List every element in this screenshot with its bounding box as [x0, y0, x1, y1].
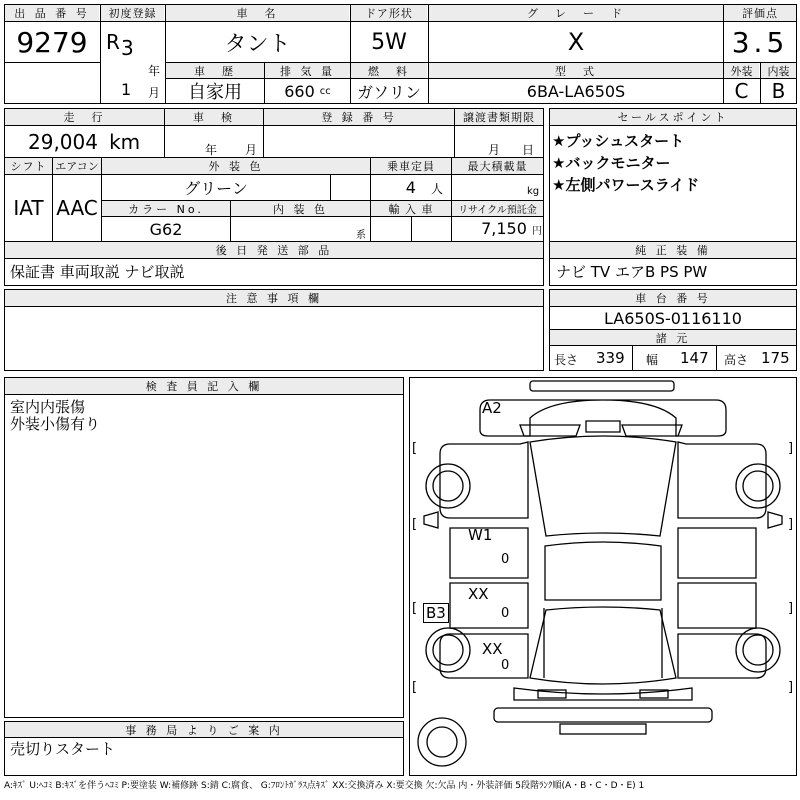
- sales-points-header: セールスポイント: [550, 109, 796, 125]
- later-items-header: 後 日 発 送 部 品: [5, 242, 543, 258]
- aircon: AAC: [56, 196, 98, 220]
- transfer-docs-header: 譲渡書類期限: [455, 109, 543, 125]
- transfer-month-unit: 月: [488, 143, 501, 157]
- month-unit: 月: [148, 86, 161, 100]
- exterior-grade: C: [734, 79, 749, 103]
- map-zero-1: 0: [501, 552, 510, 567]
- width: 147: [680, 349, 709, 367]
- office-note: 売切りスタート: [10, 740, 116, 758]
- history: 自家用: [188, 82, 242, 103]
- model-code: 6BA-LA650S: [526, 81, 626, 101]
- inspection-month-unit: 月: [245, 143, 258, 157]
- mileage-unit: km: [109, 130, 141, 154]
- first-registration-header: 初度登録: [101, 5, 164, 21]
- mileage-value: 29,004: [28, 130, 98, 154]
- recycle-header: リサイクル預託金: [452, 201, 543, 216]
- sales-point-3: ★左側パワースライド: [552, 176, 700, 194]
- width-label: 幅: [646, 353, 659, 367]
- damage-mark-hood: A2: [482, 399, 502, 417]
- mileage: [28, 130, 140, 154]
- map-bracket-r1: ]: [788, 441, 794, 456]
- displacement-value: 660: [284, 81, 315, 101]
- capacity-value: 4: [405, 178, 416, 197]
- first-registration-year: 3: [121, 36, 134, 60]
- lot-number: 9279: [16, 25, 88, 59]
- inspector-note-2: 外装小傷有り: [10, 415, 101, 433]
- inspection-year-unit: 年: [205, 143, 218, 157]
- length-label: 長さ: [554, 353, 579, 367]
- interior-color-unit: 系: [356, 230, 366, 241]
- interior-grade: B: [771, 79, 786, 103]
- notes-header: 注 意 事 項 欄: [5, 290, 543, 306]
- damage-mark-front-left-door: W1: [468, 526, 493, 544]
- map-bracket-l2: [: [412, 517, 418, 532]
- sales-point-2: ★バックモニター: [552, 154, 671, 172]
- recycle-value: 7,150: [481, 219, 527, 238]
- map-bracket-l3: [: [412, 601, 418, 616]
- later-items: 保証書 車両取説 ナビ取説: [10, 263, 185, 281]
- chassis-header: 車 台 番 号: [550, 290, 796, 306]
- capacity-header: 乗車定員: [371, 158, 451, 174]
- map-bracket-r3: ]: [788, 601, 794, 616]
- chassis-number: LA650S-0116110: [604, 308, 742, 328]
- height: 175: [761, 349, 790, 367]
- first-registration-era: R: [106, 30, 120, 54]
- exterior-color-header: 外 装 色: [102, 158, 370, 174]
- lot-number-header: 出 品 番 号: [5, 5, 99, 21]
- displacement: [265, 79, 350, 103]
- recycle-unit: 円: [532, 226, 542, 237]
- map-bracket-r4: ]: [788, 680, 794, 695]
- damage-mark-left-sill: B3: [423, 603, 449, 623]
- grade-header: グ レ ー ド: [429, 5, 723, 21]
- displacement-unit: cc: [319, 85, 331, 97]
- damage-legend: A:ｷｽﾞ U:ﾍｺﾐ B:ｷｽﾞを伴うﾍｺﾐ P:要塗装 W:補修跡 S:錆 C:腐食、 G:ﾌﾛﾝﾄｶﾞﾗｽ点ｷｽﾞ XX:交換済み X:要交換 欠:欠品 内・外装評価 5段階ﾗﾝｸ順(A・B・C・D・E) 1: [4, 781, 645, 791]
- inspector-header: 検 査 員 記 入 欄: [5, 378, 403, 394]
- model-code-header: 型 式: [429, 63, 723, 78]
- score: 3.5: [731, 25, 789, 59]
- interior-grade-header: 内装: [761, 63, 796, 78]
- first-registration-month: 1: [121, 80, 132, 99]
- exterior-grade-header: 外装: [724, 63, 759, 78]
- height-label: 高さ: [724, 353, 749, 367]
- map-bracket-l1: [: [412, 441, 418, 456]
- import-header: 輸 入 車: [371, 201, 451, 216]
- inspector-note-1: 室内内張傷: [10, 398, 86, 416]
- car-diagram: [410, 378, 796, 775]
- door-header: ドア形状: [351, 5, 427, 21]
- sales-point-1: ★プッシュスタート: [552, 132, 685, 150]
- recycle-deposit: [452, 219, 542, 238]
- interior-color-header: 内 装 色: [231, 201, 370, 216]
- map-bracket-r2: ]: [788, 517, 794, 532]
- fuel-header: 燃 料: [351, 63, 427, 78]
- exterior-color: グリーン: [184, 178, 248, 198]
- aircon-header: エアコン: [53, 158, 101, 174]
- damage-map: [409, 377, 797, 776]
- max-load-header: 最大積載量: [452, 158, 543, 174]
- map-zero-3: 0: [501, 658, 510, 673]
- specs-header: 諸 元: [550, 330, 796, 345]
- score-header: 評価点: [724, 5, 796, 21]
- mileage-header: 走 行: [5, 109, 164, 125]
- map-bracket-l4: [: [412, 680, 418, 695]
- door-type: 5W: [371, 29, 407, 55]
- car-name-header: 車 名: [166, 5, 349, 21]
- capacity: [371, 178, 451, 197]
- inspection-header: 車 検: [165, 109, 263, 125]
- grade: X: [567, 28, 585, 56]
- color-no: G62: [149, 219, 183, 239]
- capacity-unit: 人: [430, 182, 443, 196]
- shift-header: シフト: [5, 158, 52, 174]
- genuine-equipment-header: 純 正 装 備: [550, 242, 796, 258]
- office-header: 事 務 局 よ り ご 案 内: [5, 722, 403, 737]
- map-zero-2: 0: [501, 606, 510, 621]
- damage-mark-rear-quarter: XX: [482, 640, 503, 658]
- color-no-header: カラー No.: [102, 201, 230, 216]
- damage-mark-rear-left-door: XX: [468, 585, 489, 603]
- max-load-unit: kg: [527, 186, 540, 197]
- year-unit: 年: [148, 64, 161, 78]
- displacement-header: 排 気 量: [265, 63, 350, 78]
- history-header: 車 歴: [166, 63, 264, 78]
- registration-header: 登 録 番 号: [264, 109, 454, 125]
- fuel: ガソリン: [356, 82, 421, 102]
- shift: IAT: [13, 196, 44, 220]
- genuine-equipment: ナビ TV エアB PS PW: [556, 263, 708, 281]
- transfer-day-unit: 日: [522, 143, 535, 157]
- car-name: タント: [224, 31, 291, 57]
- length: 339: [596, 349, 625, 367]
